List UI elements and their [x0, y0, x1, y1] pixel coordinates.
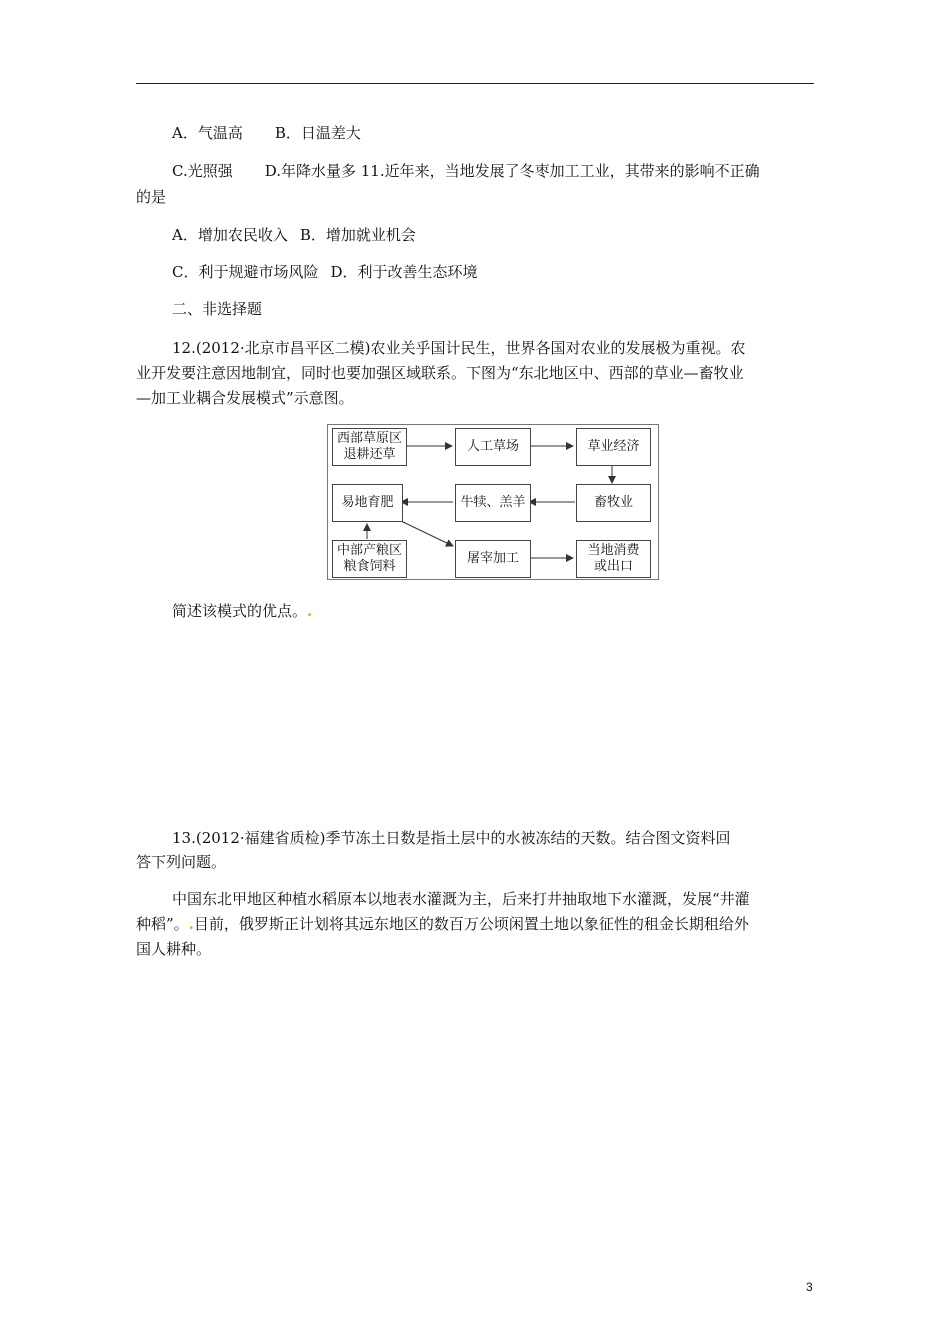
node-fattening: 易地育肥 — [332, 484, 403, 522]
q13-para-line-1: 中国东北甲地区种植水稻原本以地表水灌溉为主，后来打井抽取地下水灌溉，发展“井灌 — [172, 890, 750, 908]
q12-flow-diagram — [327, 424, 659, 580]
q12-line-1: 12.(2012·北京市昌平区二模)农业关乎国计民生，世界各国对农业的发展极为重视。农 — [172, 339, 746, 357]
option-b: B．日温差大 — [274, 124, 361, 142]
q13-para-line-2 — [136, 913, 816, 935]
option-c: C.光照强 — [172, 162, 233, 180]
node-consumption — [576, 540, 651, 578]
node-west-grassland-line1: 西部草原区 — [336, 431, 402, 446]
node-cattle-sheep: 牛犊、羔羊 — [455, 484, 531, 522]
q10-options-ab — [136, 122, 852, 144]
node-central-grain — [332, 540, 407, 578]
node-west-grassland — [332, 428, 407, 466]
node-central-grain-line2: 粮食饲料 — [343, 559, 396, 574]
q12-line-2: 业开发要注意因地制宜，同时也要加强区域联系。下图为“东北地区中、西部的草业—畜牧业 — [136, 364, 744, 382]
q13-line-1: 13.(2012·福建省质检)季节冻土日数是指土层中的水被冻结的天数。结合图文资料回 — [172, 829, 731, 847]
q12-line-3: —加工业耦合发展模式”示意图。 — [136, 389, 354, 407]
option-a: A．气温高 — [172, 124, 243, 142]
q12-prompt — [136, 600, 852, 622]
q12-prompt-text: 简述该模式的优点。 — [172, 602, 308, 620]
q13-para-line-2b: 目前，俄罗斯正计划将其远东地区的数百万公顷闲置土地以象征性的租金长期租给外 — [193, 915, 749, 933]
q11-options-cd — [136, 261, 852, 283]
node-grass-economy: 草业经济 — [576, 428, 651, 466]
q11-option-d: D．利于改善生态环境 — [330, 263, 478, 281]
node-west-grassland-line2: 退耕还草 — [343, 447, 396, 462]
node-consumption-line1: 当地消费 — [587, 543, 640, 558]
q13-para-line-3: 国人耕种。 — [136, 940, 212, 958]
q11-options-ab — [136, 224, 852, 246]
section-title: 二、非选择题 — [172, 300, 263, 318]
node-animal-husbandry: 畜牧业 — [576, 484, 651, 522]
q10-options-cd-q11 — [136, 160, 852, 182]
q13-mark: . — [188, 915, 194, 933]
q13-para-line-2a: 种稻”。 — [136, 915, 189, 933]
q11-option-a: A．增加农民收入 — [172, 226, 288, 244]
header-rule — [136, 83, 814, 84]
q11-text: 11.近年来，当地发展了冬枣加工工业，其带来的影响不正确 — [360, 162, 760, 180]
arrow-fattening-to-slaughter — [401, 521, 453, 546]
node-consumption-line2: 或出口 — [593, 559, 633, 574]
node-central-grain-line1: 中部产粮区 — [336, 543, 402, 558]
option-d: D.年降水量多 — [264, 162, 356, 180]
q11-text-end: 的是 — [136, 188, 167, 206]
node-artificial-pasture: 人工草场 — [455, 428, 531, 466]
node-slaughter: 屠宰加工 — [455, 540, 531, 578]
q11-option-b: B．增加就业机会 — [299, 226, 416, 244]
q11-option-c: C．利于规避市场风险 — [172, 263, 319, 281]
page-number: 3 — [806, 1280, 813, 1294]
q13-line-2: 答下列问题。 — [136, 853, 227, 871]
q12-mark: . — [307, 602, 313, 620]
